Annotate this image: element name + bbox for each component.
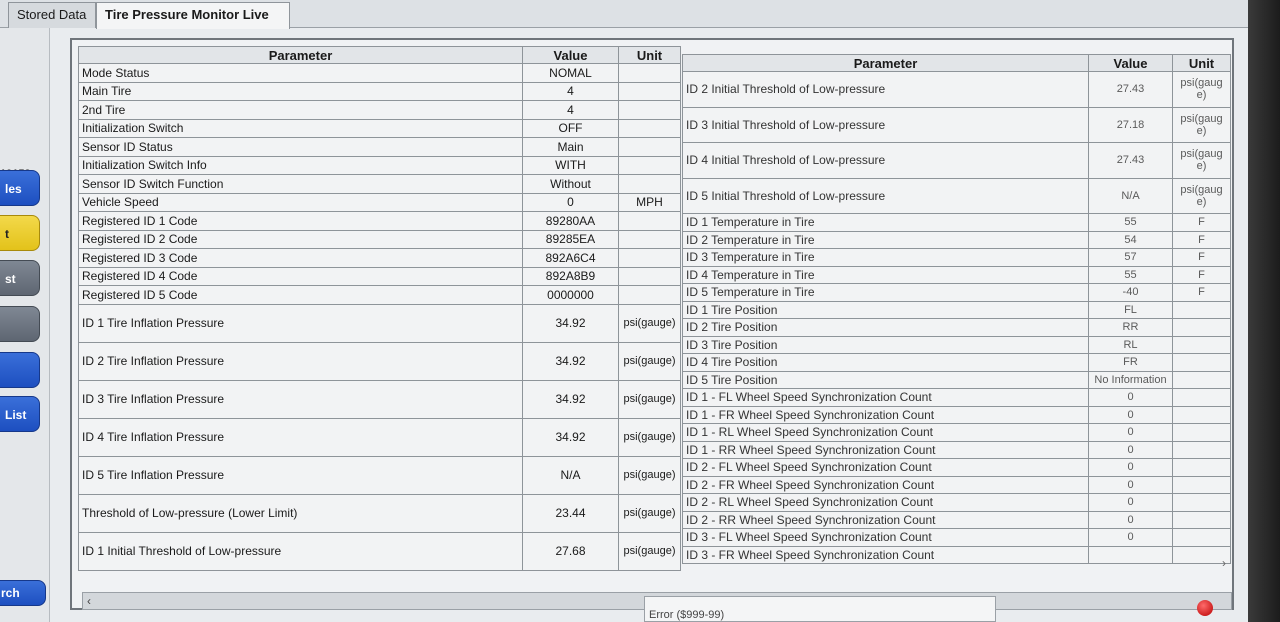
value-cell: 55 (1089, 214, 1173, 232)
sidebar-button-4[interactable] (0, 306, 40, 342)
unit-cell: psi(gauge) (619, 342, 681, 380)
table-row[interactable] (683, 249, 1231, 267)
parameter-cell: ID 3 - FR Wheel Speed Synchronization Count (683, 546, 1089, 564)
column-header-parameter[interactable]: Parameter (683, 55, 1089, 72)
unit-cell: MPH (619, 193, 681, 212)
parameter-cell: Vehicle Speed (79, 193, 523, 212)
parameter-cell: ID 3 Initial Threshold of Low-pressure (683, 107, 1089, 143)
scroll-left-icon[interactable]: ‹ (87, 594, 91, 608)
parameter-cell: Registered ID 3 Code (79, 249, 523, 268)
value-cell: RR (1089, 319, 1173, 337)
value-cell: 55 (1089, 266, 1173, 284)
sidebar-button-3[interactable]: st (0, 260, 40, 296)
scroll-right-icon[interactable]: › (1222, 556, 1226, 570)
parameter-cell: ID 3 Tire Inflation Pressure (79, 380, 523, 418)
table-row[interactable] (79, 380, 681, 418)
left-sidebar (0, 28, 50, 622)
unit-cell (1173, 301, 1231, 319)
parameter-cell: ID 2 Tire Inflation Pressure (79, 342, 523, 380)
unit-cell (1173, 424, 1231, 442)
table-row[interactable] (683, 301, 1231, 319)
table-row[interactable] (683, 231, 1231, 249)
unit-cell: F (1173, 249, 1231, 267)
value-cell: FL (1089, 301, 1173, 319)
unit-cell (619, 249, 681, 268)
value-cell: 27.68 (523, 532, 619, 570)
parameter-cell: ID 5 Tire Inflation Pressure (79, 456, 523, 494)
parameter-cell: Sensor ID Status (79, 138, 523, 157)
unit-cell (619, 230, 681, 249)
unit-cell: psi(gauge) (619, 304, 681, 342)
parameter-cell: ID 1 Temperature in Tire (683, 214, 1089, 232)
value-cell: 4 (523, 101, 619, 120)
parameter-cell: ID 2 Temperature in Tire (683, 231, 1089, 249)
parameter-cell: ID 3 - FL Wheel Speed Synchronization Count (683, 529, 1089, 547)
parameter-cell: ID 1 - RL Wheel Speed Synchronization Count (683, 424, 1089, 442)
table-row[interactable] (683, 284, 1231, 302)
value-cell: 0 (1089, 424, 1173, 442)
value-cell: RL (1089, 336, 1173, 354)
parameter-cell: ID 4 Tire Position (683, 354, 1089, 372)
parameter-cell: ID 5 Temperature in Tire (683, 284, 1089, 302)
value-cell: FR (1089, 354, 1173, 372)
table-row[interactable] (79, 138, 681, 157)
tab-stored-data[interactable]: Stored Data (8, 2, 96, 28)
parameter-cell: Registered ID 5 Code (79, 286, 523, 305)
unit-cell: psi(gauge) (1173, 107, 1231, 143)
table-row[interactable] (79, 175, 681, 194)
unit-cell: psi(gauge) (619, 418, 681, 456)
value-cell: 57 (1089, 249, 1173, 267)
table-row[interactable] (79, 267, 681, 286)
parameter-cell: ID 2 - FL Wheel Speed Synchronization Count (683, 459, 1089, 477)
value-cell: 0 (1089, 389, 1173, 407)
value-cell: 0 (1089, 511, 1173, 529)
parameter-cell: ID 4 Temperature in Tire (683, 266, 1089, 284)
column-header-unit[interactable]: Unit (619, 47, 681, 64)
table-row[interactable] (79, 494, 681, 532)
unit-cell: psi(gauge) (619, 456, 681, 494)
table-row[interactable] (683, 494, 1231, 512)
value-cell: WITH (523, 156, 619, 175)
right-data-table (682, 54, 1231, 564)
unit-cell (619, 286, 681, 305)
value-cell: 892A8B9 (523, 267, 619, 286)
table-row[interactable] (683, 389, 1231, 407)
unit-cell (619, 64, 681, 83)
value-cell: N/A (523, 456, 619, 494)
value-cell: 27.43 (1089, 72, 1173, 108)
value-cell: 0 (523, 193, 619, 212)
parameter-cell: ID 1 Tire Inflation Pressure (79, 304, 523, 342)
parameter-cell: ID 3 Temperature in Tire (683, 249, 1089, 267)
value-cell: 0 (1089, 529, 1173, 547)
column-header-parameter[interactable]: Parameter (79, 47, 523, 64)
parameter-cell: ID 2 - RR Wheel Speed Synchronization Count (683, 511, 1089, 529)
unit-cell (619, 267, 681, 286)
table-row[interactable] (79, 456, 681, 494)
unit-cell (619, 119, 681, 138)
parameter-cell: ID 5 Tire Position (683, 371, 1089, 389)
unit-cell: F (1173, 231, 1231, 249)
unit-cell (1173, 476, 1231, 494)
table-row[interactable] (79, 230, 681, 249)
table-row[interactable] (683, 354, 1231, 372)
value-cell: 34.92 (523, 304, 619, 342)
parameter-cell: ID 4 Initial Threshold of Low-pressure (683, 143, 1089, 179)
table-row[interactable] (683, 266, 1231, 284)
parameter-cell: Mode Status (79, 64, 523, 83)
unit-cell: psi(gauge) (1173, 178, 1231, 214)
parameter-cell: ID 2 - RL Wheel Speed Synchronization Count (683, 494, 1089, 512)
value-cell: 0000000 (523, 286, 619, 305)
status-led-icon (1197, 600, 1213, 616)
parameter-cell: Main Tire (79, 82, 523, 101)
table-row[interactable] (79, 212, 681, 231)
value-cell: 0 (1089, 494, 1173, 512)
table-row[interactable] (79, 82, 681, 101)
parameter-cell: Initialization Switch (79, 119, 523, 138)
table-row[interactable] (683, 143, 1231, 179)
value-cell: No Information (1089, 371, 1173, 389)
parameter-cell: ID 1 - FR Wheel Speed Synchronization Count (683, 406, 1089, 424)
sidebar-button-2[interactable]: t (0, 215, 40, 251)
value-cell: 54 (1089, 231, 1173, 249)
table-row[interactable] (683, 406, 1231, 424)
unit-cell: psi(gauge) (619, 380, 681, 418)
table-row[interactable] (683, 529, 1231, 547)
table-row[interactable] (79, 64, 681, 83)
unit-cell (1173, 511, 1231, 529)
value-cell: 892A6C4 (523, 249, 619, 268)
unit-cell (1173, 336, 1231, 354)
value-cell: Main (523, 138, 619, 157)
parameter-cell: Registered ID 1 Code (79, 212, 523, 231)
table-row[interactable] (683, 459, 1231, 477)
column-header-unit[interactable]: Unit (1173, 55, 1231, 72)
value-cell (1089, 546, 1173, 564)
unit-cell (1173, 459, 1231, 477)
parameter-cell: Registered ID 2 Code (79, 230, 523, 249)
unit-cell (619, 101, 681, 120)
parameter-cell: ID 1 - FL Wheel Speed Synchronization Count (683, 389, 1089, 407)
unit-cell (1173, 354, 1231, 372)
unit-cell (1173, 529, 1231, 547)
table-row[interactable] (683, 319, 1231, 337)
value-cell: 0 (1089, 476, 1173, 494)
value-cell: OFF (523, 119, 619, 138)
value-cell: 34.92 (523, 418, 619, 456)
data-list-panel (70, 38, 1234, 610)
value-cell: 0 (1089, 459, 1173, 477)
parameter-cell: ID 1 Initial Threshold of Low-pressure (79, 532, 523, 570)
unit-cell: psi(gauge) (1173, 72, 1231, 108)
value-cell: 34.92 (523, 380, 619, 418)
table-row[interactable] (683, 214, 1231, 232)
unit-cell: psi(gauge) (619, 494, 681, 532)
table-row[interactable] (683, 72, 1231, 108)
table-row[interactable] (79, 119, 681, 138)
table-row[interactable] (79, 532, 681, 570)
table-row[interactable] (79, 249, 681, 268)
table-row[interactable] (683, 371, 1231, 389)
unit-cell (619, 175, 681, 194)
table-row[interactable] (79, 156, 681, 175)
column-header-value[interactable]: Value (523, 47, 619, 64)
value-cell: 0 (1089, 441, 1173, 459)
parameter-cell: ID 1 - RR Wheel Speed Synchronization Count (683, 441, 1089, 459)
value-cell: 4 (523, 82, 619, 101)
unit-cell (1173, 371, 1231, 389)
table-row[interactable] (683, 546, 1231, 564)
table-row[interactable] (683, 511, 1231, 529)
parameter-cell: Registered ID 4 Code (79, 267, 523, 286)
parameter-cell: Sensor ID Switch Function (79, 175, 523, 194)
monitor-bezel (1248, 0, 1280, 622)
value-cell: -40 (1089, 284, 1173, 302)
value-cell: N/A (1089, 178, 1173, 214)
value-cell: 23.44 (523, 494, 619, 532)
unit-cell (1173, 494, 1231, 512)
sidebar-button-list[interactable]: List (0, 396, 40, 432)
unit-cell: F (1173, 214, 1231, 232)
unit-cell (1173, 389, 1231, 407)
value-cell: 0 (1089, 406, 1173, 424)
value-cell: 27.43 (1089, 143, 1173, 179)
value-cell: 27.18 (1089, 107, 1173, 143)
unit-cell: psi(gauge) (619, 532, 681, 570)
table-row[interactable] (79, 101, 681, 120)
table-row[interactable] (79, 193, 681, 212)
table-row[interactable] (683, 424, 1231, 442)
unit-cell (619, 156, 681, 175)
table-row[interactable] (683, 476, 1231, 494)
unit-cell: F (1173, 266, 1231, 284)
unit-cell (1173, 319, 1231, 337)
value-cell: 89285EA (523, 230, 619, 249)
value-cell: 89280AA (523, 212, 619, 231)
parameter-cell: ID 2 Tire Position (683, 319, 1089, 337)
unit-cell (1173, 441, 1231, 459)
table-row[interactable] (683, 107, 1231, 143)
column-header-value[interactable]: Value (1089, 55, 1173, 72)
tab-bar (0, 0, 1248, 28)
unit-cell: F (1173, 284, 1231, 302)
error-status-field: Error ($999-99) (644, 596, 996, 622)
tab-tire-pressure-monitor-live[interactable]: Tire Pressure Monitor Live (96, 2, 290, 29)
unit-cell (1173, 406, 1231, 424)
unit-cell (619, 212, 681, 231)
parameter-cell: ID 2 Initial Threshold of Low-pressure (683, 72, 1089, 108)
parameter-cell: Threshold of Low-pressure (Lower Limit) (79, 494, 523, 532)
search-button[interactable]: rch (0, 580, 46, 606)
table-row[interactable] (79, 342, 681, 380)
table-row[interactable] (79, 304, 681, 342)
value-cell: 34.92 (523, 342, 619, 380)
sidebar-button-1[interactable]: les (0, 170, 40, 206)
unit-cell (619, 138, 681, 157)
table-row[interactable] (683, 178, 1231, 214)
parameter-cell: ID 3 Tire Position (683, 336, 1089, 354)
parameter-cell: ID 4 Tire Inflation Pressure (79, 418, 523, 456)
table-row[interactable] (683, 336, 1231, 354)
left-data-table (78, 46, 681, 571)
unit-cell: psi(gauge) (1173, 143, 1231, 179)
parameter-cell: ID 2 - FR Wheel Speed Synchronization Count (683, 476, 1089, 494)
parameter-cell: 2nd Tire (79, 101, 523, 120)
table-row[interactable] (683, 441, 1231, 459)
value-cell: Without (523, 175, 619, 194)
parameter-cell: Initialization Switch Info (79, 156, 523, 175)
unit-cell (619, 82, 681, 101)
parameter-cell: ID 5 Initial Threshold of Low-pressure (683, 178, 1089, 214)
parameter-cell: ID 1 Tire Position (683, 301, 1089, 319)
value-cell: NOMAL (523, 64, 619, 83)
table-row[interactable] (79, 286, 681, 305)
sidebar-button-5[interactable] (0, 352, 40, 388)
table-row[interactable] (79, 418, 681, 456)
